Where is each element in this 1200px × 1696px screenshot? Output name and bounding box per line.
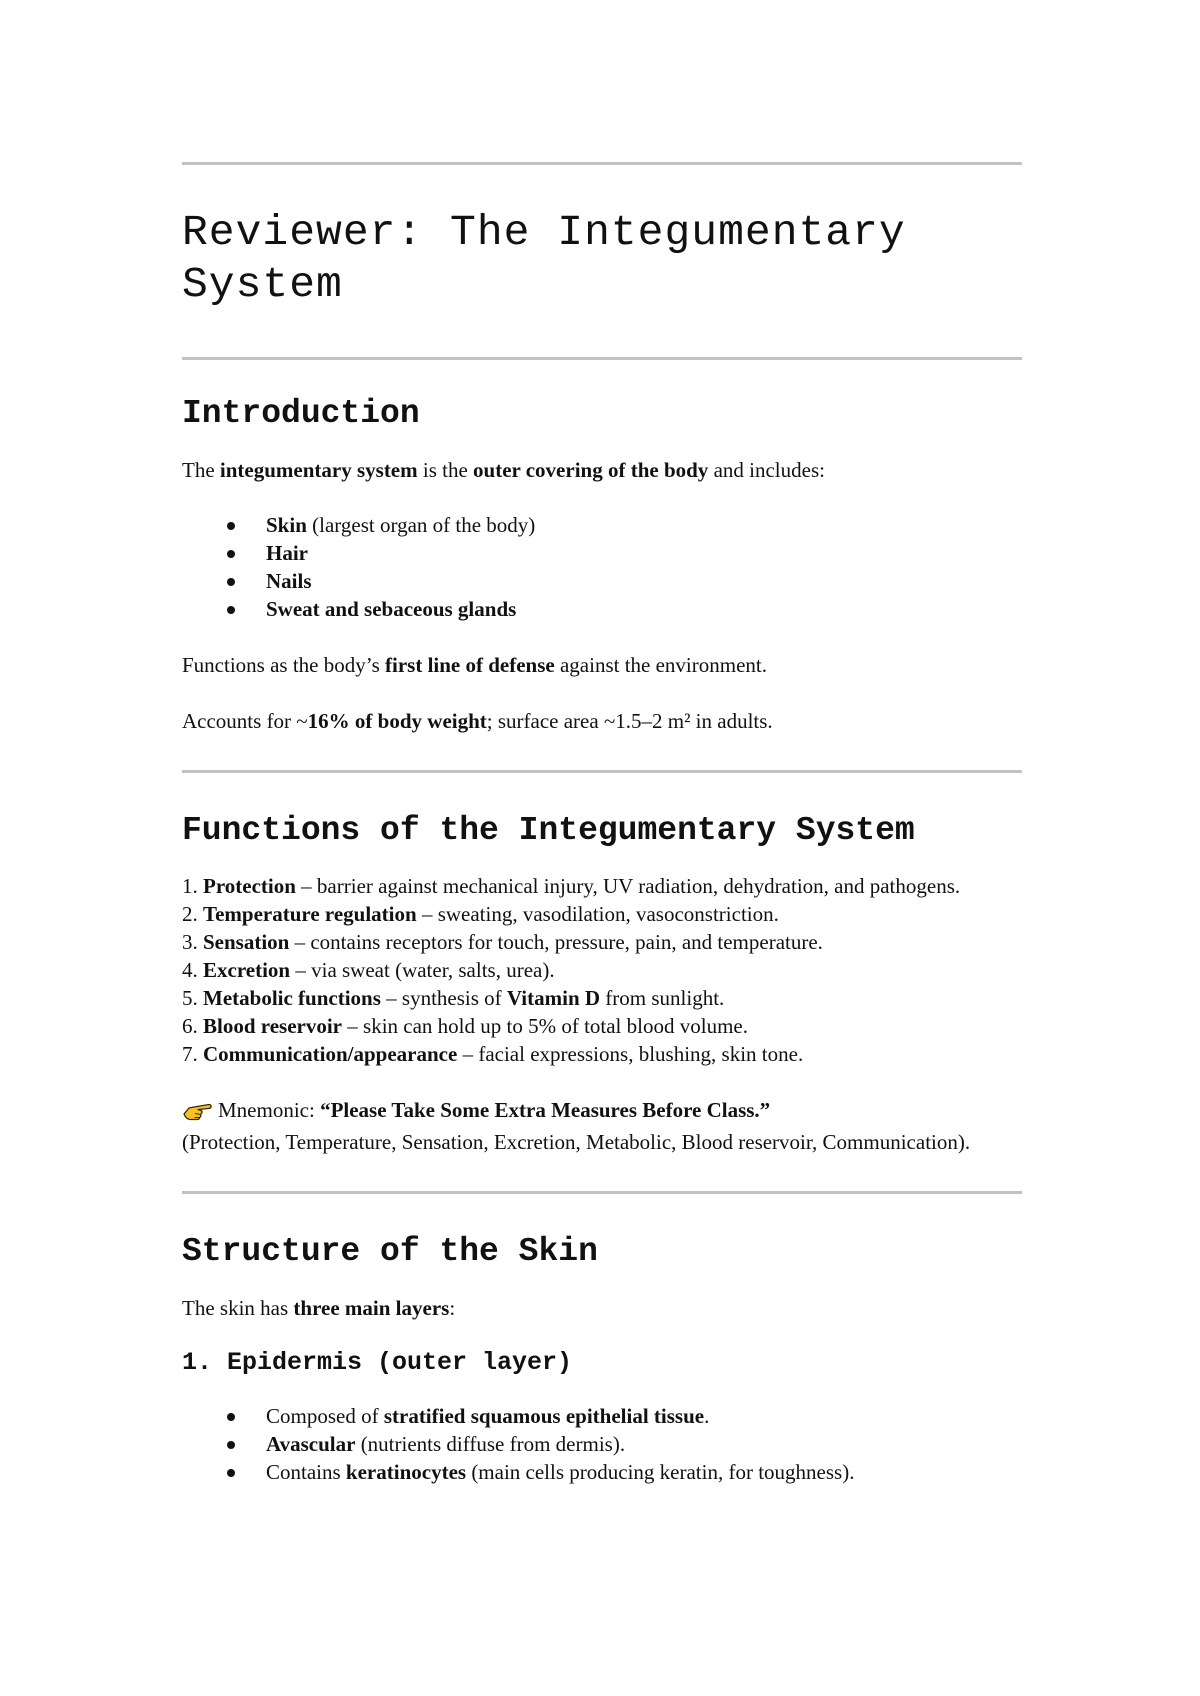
list-item: Hair xyxy=(182,539,1022,567)
epidermis-list xyxy=(182,1402,1022,1486)
list-item: Composed of stratified squamous epithelial tissue. xyxy=(182,1402,1022,1430)
document-page xyxy=(182,162,1022,1486)
list-item: 5. Metabolic functions – synthesis of Vitamin D from sunlight. xyxy=(182,986,725,1011)
section-divider xyxy=(182,770,1022,773)
list-item: 4. Excretion – via sweat (water, salts, urea). xyxy=(182,958,555,983)
defense-paragraph: Functions as the body’s first line of defense against the environment. xyxy=(182,652,767,677)
list-item: Avascular (nutrients diffuse from dermis). xyxy=(182,1430,1022,1458)
mnemonic-paragraph: Mnemonic: “Please Take Some Extra Measures Before Class.” (Protection, Temperature, Sensation, Excretion, Metabolic, Blood reservoir, Communication). xyxy=(182,1098,971,1155)
top-divider xyxy=(182,162,1022,165)
introduction-section xyxy=(182,394,1022,735)
list-item: 7. Communication/appearance – facial expressions, blushing, skin tone. xyxy=(182,1042,804,1067)
list-item: Contains keratinocytes (main cells producing keratin, for toughness). xyxy=(182,1458,1022,1486)
page-title: Reviewer: The Integumentary System xyxy=(182,208,906,309)
list-item: Skin (largest organ of the body) xyxy=(182,511,1022,539)
title-divider xyxy=(182,357,1022,360)
structure-heading: Structure of the Skin xyxy=(182,1233,598,1271)
list-item: 3. Sensation – contains receptors for touch, pressure, pain, and temperature. xyxy=(182,930,823,955)
functions-section xyxy=(182,811,1022,1157)
intro-list xyxy=(182,511,1022,623)
list-item: 1. Protection – barrier against mechanical injury, UV radiation, dehydration, and pathogens. xyxy=(182,874,961,899)
structure-paragraph: The skin has three main layers: xyxy=(182,1295,456,1320)
list-item: Nails xyxy=(182,567,1022,595)
functions-heading: Functions of the Integumentary System xyxy=(182,811,915,849)
weight-paragraph: Accounts for ~16% of body weight; surface area ~1.5–2 m² in adults. xyxy=(182,708,773,733)
section-divider xyxy=(182,1191,1022,1194)
pointing-hand-icon xyxy=(182,1100,212,1128)
list-item: 2. Temperature regulation – sweating, vasodilation, vasoconstriction. xyxy=(182,902,779,927)
functions-list xyxy=(182,872,1022,1068)
list-item: 6. Blood reservoir – skin can hold up to 5% of total blood volume. xyxy=(182,1014,748,1039)
structure-section xyxy=(182,1232,1022,1486)
list-item: Sweat and sebaceous glands xyxy=(182,595,1022,623)
intro-paragraph: The integumentary system is the outer covering of the body and includes: xyxy=(182,457,825,482)
introduction-heading: Introduction xyxy=(182,395,420,433)
epidermis-heading: 1. Epidermis (outer layer) xyxy=(182,1347,573,1377)
